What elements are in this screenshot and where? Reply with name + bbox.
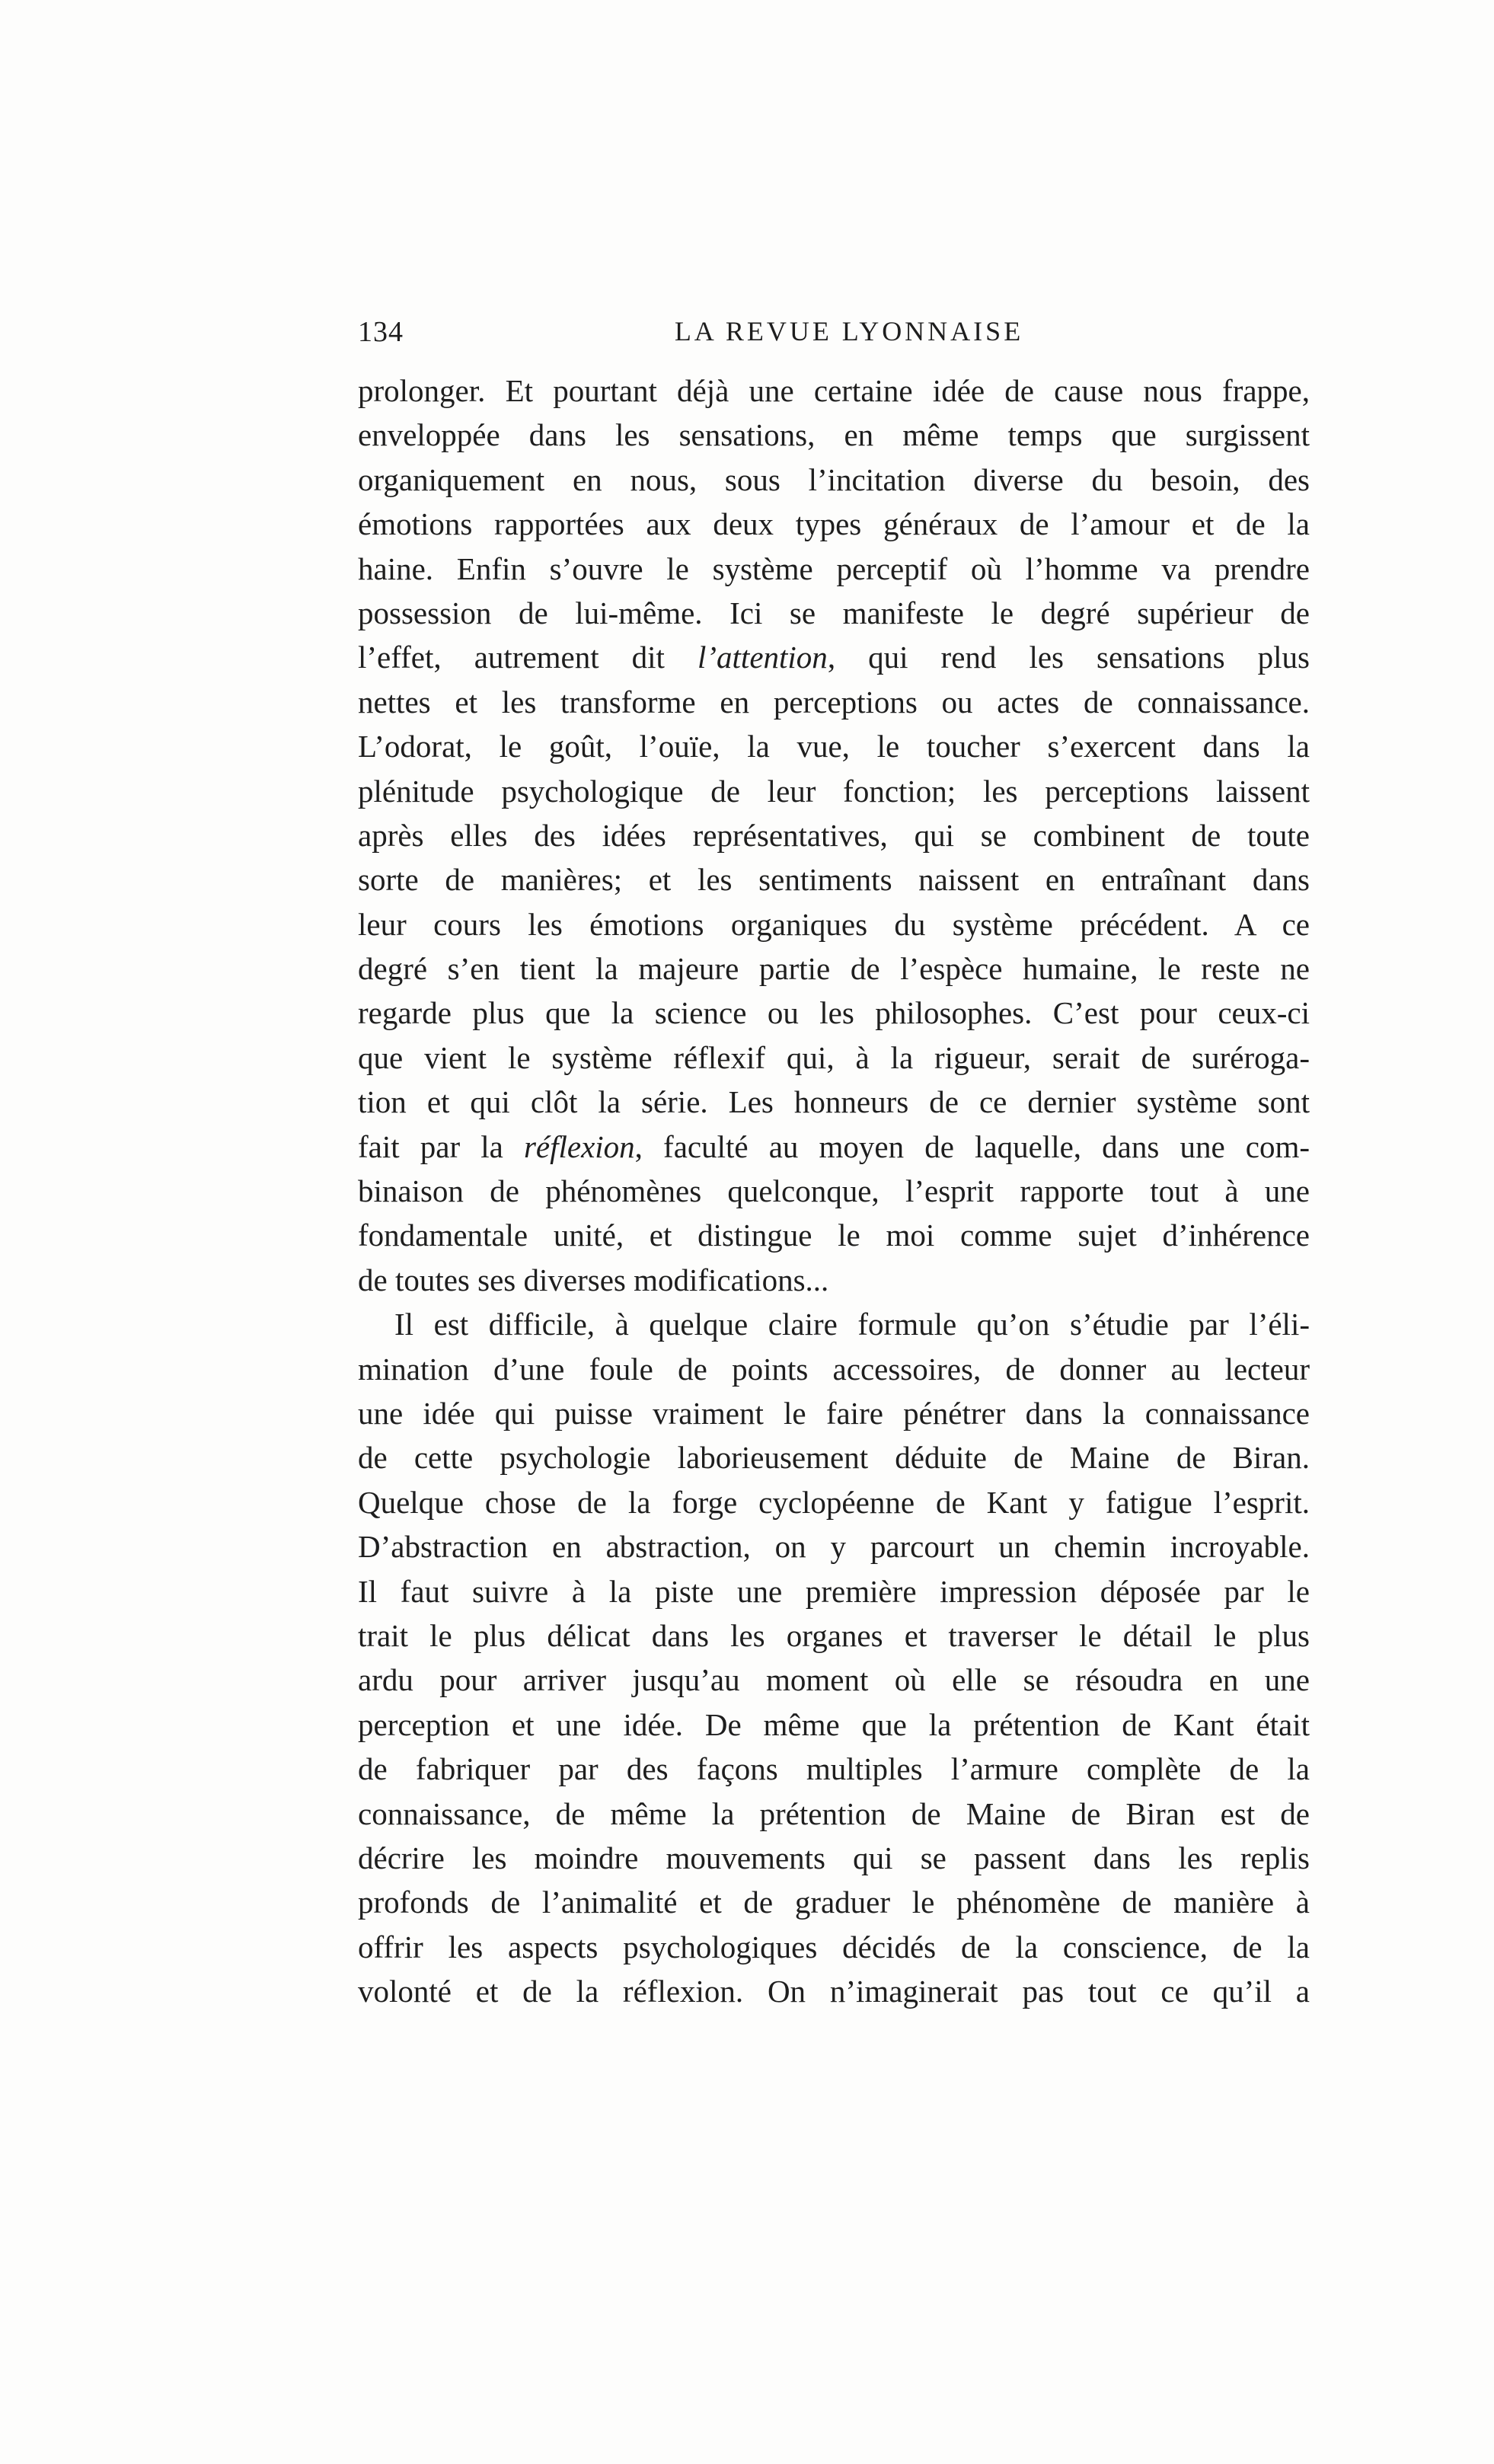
text-line: que vient le système réflexif qui, à la rigueur, serait de surérogа- [358, 1039, 1310, 1075]
text-line: leur cours les émotions organiques du système précédent. A ce [358, 906, 1310, 942]
text-line: volonté et de la réflexion. On n’imaginerait pas tout ce qu’il a [358, 1974, 1310, 2009]
text-line: nettes et les transforme en perceptions ou actes de connaissance. [358, 684, 1310, 720]
text-line: regarde plus que la science ou les philosophes. C’est pour ceux-ci [358, 995, 1310, 1031]
text-line: perception et une idée. De même que la prétention de Kant était [358, 1706, 1310, 1742]
text-line: sorte de manières; et les sentiments naissent en entraînant dans [358, 862, 1310, 898]
text-line: de fabriquer par des façons multiples l’armure complète de la [358, 1751, 1310, 1787]
page-number: 134 [358, 316, 404, 348]
text-line: de toutes ses diverses modifications... [358, 1262, 829, 1297]
text-line: L’odorat, le goût, l’ouïe, la vue, le toucher s’exercent dans la [358, 729, 1310, 764]
text-line: profonds de l’animalité et de graduer le phénomène de manière à [358, 1885, 1310, 1920]
text-line: tion et qui clôt la série. Les honneurs de ce dernier système sont [358, 1084, 1310, 1120]
text-line: connaissance, de même la prétention de Maine de Biran est de [358, 1795, 1310, 1831]
text-line: trait le plus délicat dans les organes et traverser le détail le plus [358, 1617, 1310, 1653]
paragraph [358, 1302, 1310, 2013]
page-header [358, 315, 1310, 361]
text-line: émotions rapportées aux deux types généraux de l’amour et de la [358, 506, 1310, 542]
text-line: ardu pour arriver jusqu’au moment où elle se résoudra en une [358, 1662, 1310, 1698]
text-line: degré s’en tient la majeure partie de l’espèce humaine, le reste ne [358, 951, 1310, 987]
text-line: Il faut suivre à la piste une première impression déposée par le [358, 1573, 1310, 1609]
text-line: organiquement en nous, sous l’incitation diverse du besoin, des [358, 461, 1310, 497]
text-line: après elles des idées représentatives, qui se combinent de toute [358, 817, 1310, 853]
text-line: Il est difficile, à quelque claire formule qu’on s’étudie par l’éli- [394, 1307, 1310, 1342]
text-line: haine. Enfin s’ouvre le système perceptif où l’homme va prendre [358, 551, 1310, 586]
text-line: mination d’une foule de points accessoires, de donner au lecteur [358, 1351, 1310, 1387]
text-line: fait par la réflexion, faculté au moyen de laquelle, dans une com- [358, 1128, 1310, 1164]
text-line: décrire les moindre mouvements qui se passent dans les replis [358, 1840, 1310, 1875]
text-line: offrir les aspects psychologiques décidés de la conscience, de la [358, 1929, 1310, 1964]
emphasis: réflexion [523, 1128, 635, 1164]
text-line: D’abstraction en abstraction, on y parcourt un chemin incroyable. [358, 1529, 1310, 1565]
text-line: possession de lui-même. Ici se manifeste le degré supérieur de [358, 595, 1310, 630]
paragraph [358, 369, 1310, 1302]
text-line: enveloppée dans les sensations, en même temps que surgissent [358, 417, 1310, 453]
text-line: plénitude psychologique de leur fonction; les perceptions laissent [358, 773, 1310, 809]
emphasis: l’attention [698, 640, 828, 675]
text-line: prolonger. Et pourtant déjà une certaine idée de cause nous frappe, [358, 373, 1310, 408]
body-text [358, 369, 1310, 2013]
text-line: Quelque chose de la forge cyclopéenne de Kant y fatigue l’esprit. [358, 1484, 1310, 1520]
text-line: binaison de phénomènes quelconque, l’esprit rapporte tout à une [358, 1173, 1310, 1209]
running-title: LA REVUE LYONNAISE [674, 316, 1024, 346]
text-line: de cette psychologie laborieusement déduite de Maine de Biran. [358, 1440, 1310, 1476]
text-line: une idée qui puisse vraiment le faire pénétrer dans la connaissance [358, 1395, 1310, 1431]
text-line: l’effet, autrement dit l’attention, qui rend les sensations plus [358, 640, 1310, 675]
text-line: fondamentale unité, et distingue le moi comme sujet d’inhérence [358, 1218, 1310, 1253]
